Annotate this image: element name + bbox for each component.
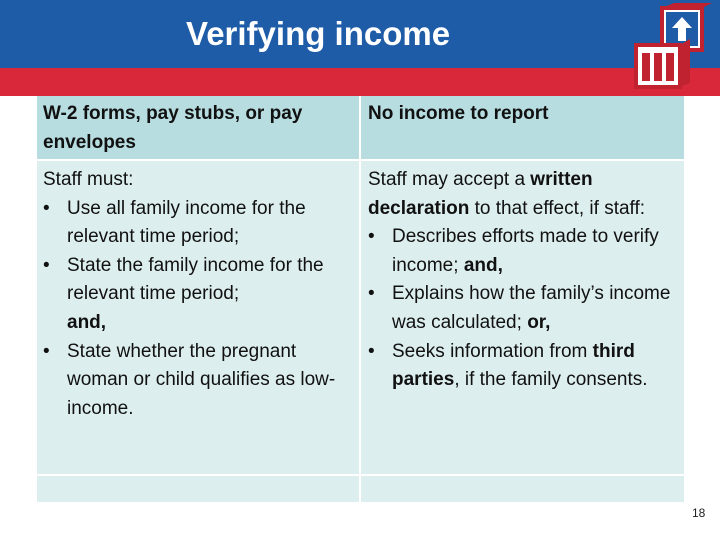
page-number: 18 [692, 506, 706, 520]
list-item: • Use all family income for the relevant time period; [43, 195, 359, 252]
table-cell-left [37, 161, 359, 474]
table-header-right: No income to report [361, 96, 684, 159]
table-cell-right [361, 161, 684, 474]
list-item: • Explains how the family’s income was calculated; or, [368, 280, 684, 337]
list-item: • State whether the pregnant woman or child qualifies as low-income. [43, 338, 359, 424]
slide-title: Verifying income [186, 15, 451, 52]
left-list [43, 195, 359, 424]
left-intro: Staff must: [43, 169, 134, 190]
table-footer-left [37, 476, 359, 502]
list-item: • State the family income for the relevant time period; and, [43, 252, 359, 338]
right-intro: Staff may accept a written declaration to that effect, if staff: [368, 169, 646, 219]
toy-blocks-logo-icon [628, 3, 714, 91]
income-table [37, 96, 684, 502]
right-list [368, 223, 684, 395]
list-item: • Describes efforts made to verify income; and, [368, 223, 684, 280]
list-item: • Seeks information from third parties, if the family consents. [368, 338, 684, 395]
title-bar-stripe [0, 68, 720, 96]
table-header-left: W-2 forms, pay stubs, or pay envelopes [37, 96, 359, 159]
table-footer-right [361, 476, 684, 502]
